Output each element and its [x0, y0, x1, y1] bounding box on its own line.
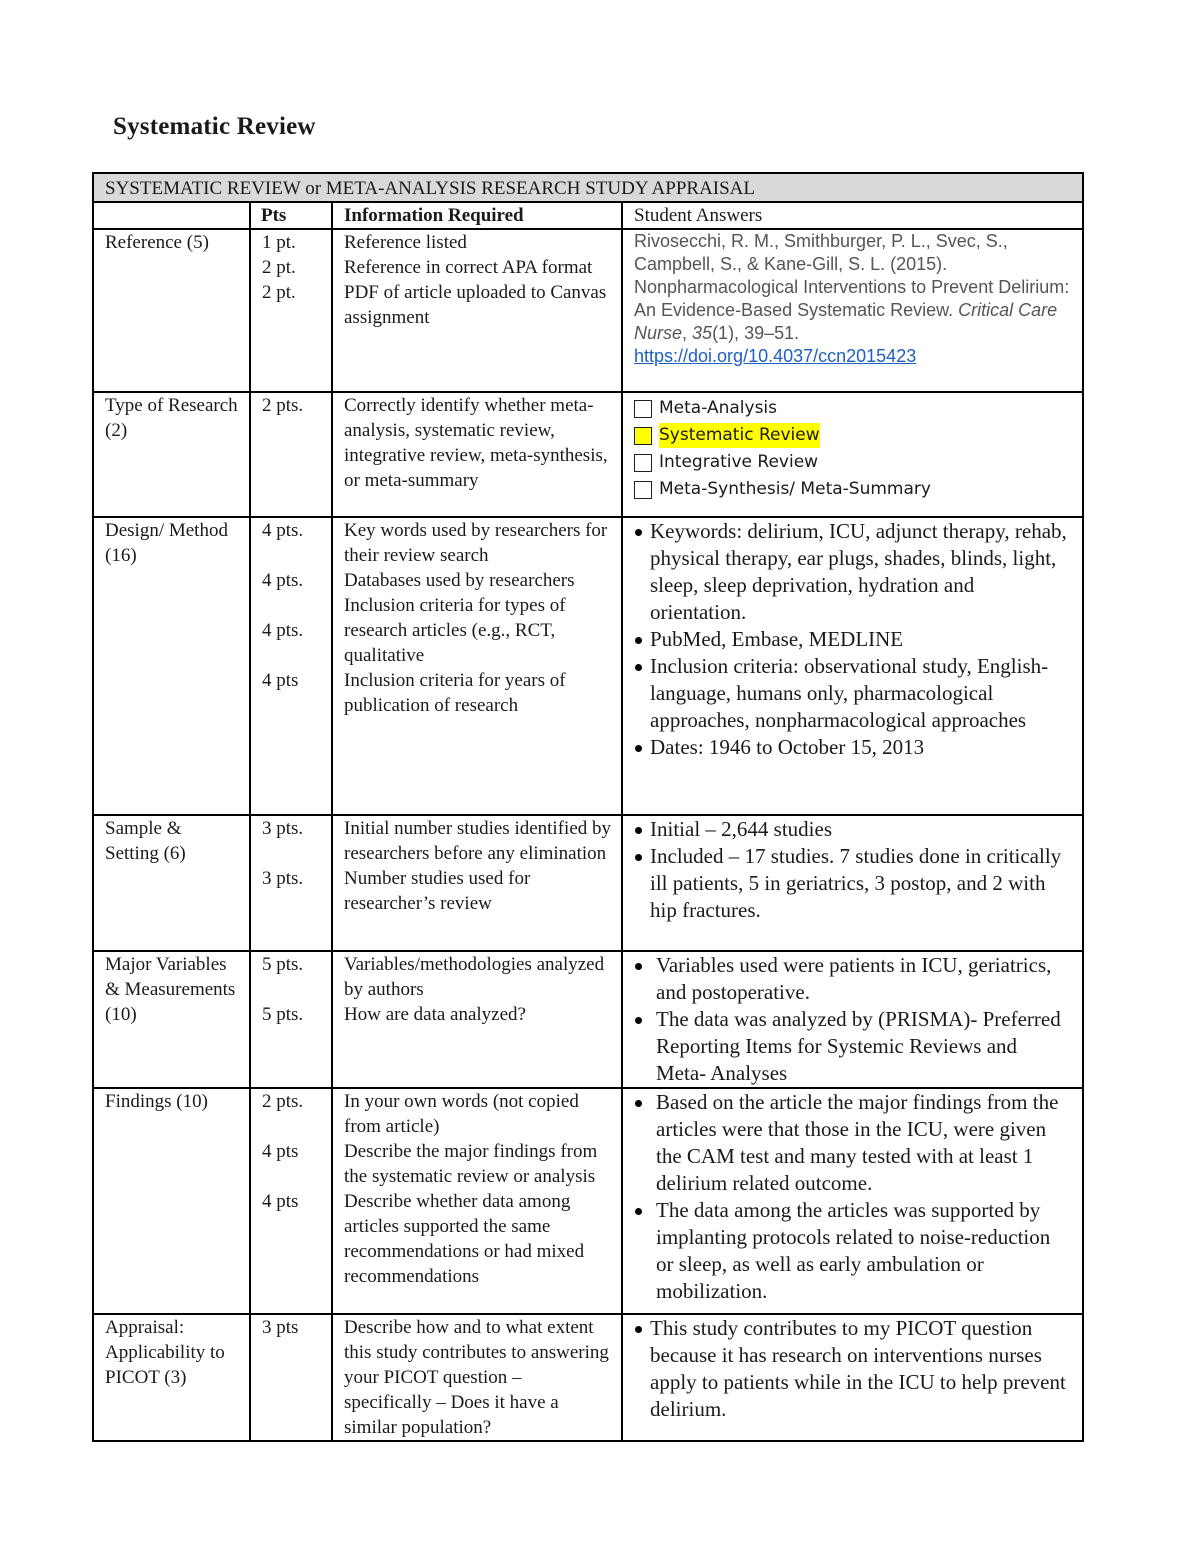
row-category: Type of Research (2) — [93, 392, 250, 517]
row-pts — [250, 815, 332, 951]
citation-journal: Critical Care Nurse — [634, 300, 1058, 343]
info-item: Reference in correct APA format — [344, 257, 593, 278]
row-answer — [622, 951, 1083, 1088]
row-info — [332, 229, 622, 392]
row-answer — [622, 1088, 1083, 1314]
info-item: Inclusion criteria for types of research articles (e.g., RCT, qualitative — [344, 595, 566, 666]
table-banner-row — [93, 173, 1083, 202]
answer-bullet: This study contributes to my PICOT question because it has research on interventions nurses apply to patients while in the ICU to help prevent delirium. — [634, 1315, 1072, 1423]
answer-bullet: Variables used were patients in ICU, geriatrics, and postoperative. — [634, 952, 1072, 1006]
info-item: Initial number studies identified by researchers before any elimination — [344, 818, 612, 864]
pts-item: 5 pts. — [262, 1004, 304, 1025]
citation-sep: , — [682, 323, 693, 343]
info-item: Number studies used for researcher’s review — [344, 868, 531, 914]
row-category: Design/ Method (16) — [93, 517, 250, 815]
answer-bullet: Inclusion criteria: observational study, English-language, humans only, pharmacological approaches, nonpharmacological approaches — [634, 653, 1072, 734]
row-pts: 3 pts — [250, 1314, 332, 1441]
answer-bullet: PubMed, Embase, MEDLINE — [634, 626, 1072, 653]
answer-bullet: The data was analyzed by (PRISMA)- Preferred Reporting Items for Systemic Reviews and Meta- Analyses — [634, 1006, 1072, 1087]
table-header-row — [93, 202, 1083, 229]
citation-text: Rivosecchi, R. M., Smithburger, P. L., Svec, S., Campbell, S., & Kane-Gill, S. L. (2015). Nonpharmacological Interventions to Prevent Delirium: An Evidence-Based Systematic Review. — [634, 231, 1070, 320]
pts-item: 3 pts. — [262, 868, 304, 889]
page-title: Systematic Review — [113, 113, 316, 140]
option-meta-analysis[interactable] — [634, 395, 1072, 422]
row-pts — [250, 1088, 332, 1314]
pts-item: 3 pts. — [262, 818, 304, 839]
info-item: In your own words (not copied from article) — [344, 1091, 579, 1137]
doi-link[interactable]: https://doi.org/10.4037/ccn2015423 — [634, 346, 917, 366]
pts-item: 4 pts — [262, 1141, 299, 1162]
pts-item: 2 pt. — [262, 282, 296, 303]
pts-item: 2 pts. — [262, 1091, 304, 1112]
table-banner: SYSTEMATIC REVIEW or META-ANALYSIS RESEARCH STUDY APPRAISAL — [93, 173, 1083, 202]
pts-item: 4 pts. — [262, 570, 304, 591]
info-item: Key words used by researchers for their review search — [344, 520, 608, 566]
row-answer — [622, 517, 1083, 815]
answer-bullet: Included – 17 studies. 7 studies done in critically ill patients, 5 in geriatrics, 3 postop, and 2 with hip fractures. — [634, 843, 1072, 924]
row-category: Findings (10) — [93, 1088, 250, 1314]
reference-citation — [634, 230, 1072, 368]
answer-bullet: The data among the articles was supported by implanting protocols related to noise-reduction or sleep, as well as early ambulation or mobilization. — [634, 1197, 1072, 1305]
info-item: Inclusion criteria for years of publication of research — [344, 670, 566, 716]
table-row — [93, 517, 1083, 815]
checkbox-icon[interactable] — [634, 481, 652, 499]
row-pts — [250, 951, 332, 1088]
table-row — [93, 815, 1083, 951]
table-row — [93, 1314, 1083, 1441]
pts-item: 1 pt. — [262, 232, 296, 253]
checkbox-icon[interactable] — [634, 427, 652, 445]
row-info — [332, 517, 622, 815]
pts-item: 4 pts — [262, 670, 299, 691]
info-item: Databases used by researchers — [344, 570, 575, 591]
row-info — [332, 1088, 622, 1314]
option-label: Integrative Review — [659, 452, 819, 472]
info-item: PDF of article uploaded to Canvas assignment — [344, 282, 607, 328]
header-pts: Pts — [250, 202, 332, 229]
table-row — [93, 392, 1083, 517]
row-answer — [622, 1314, 1083, 1441]
table-row — [93, 229, 1083, 392]
row-answer — [622, 229, 1083, 392]
pts-item: 4 pts. — [262, 520, 304, 541]
header-info: Information Required — [332, 202, 622, 229]
row-pts — [250, 229, 332, 392]
citation-pages: (1), 39–51. — [712, 323, 800, 343]
appraisal-table — [92, 172, 1084, 1442]
table-row — [93, 1088, 1083, 1314]
checkbox-icon[interactable] — [634, 400, 652, 418]
answer-bullet: Dates: 1946 to October 15, 2013 — [634, 734, 1072, 761]
info-item: How are data analyzed? — [344, 1004, 526, 1025]
row-info: Describe how and to what extent this study contributes to answering your PICOT question – specifically – Does it have a similar population? — [332, 1314, 622, 1441]
option-label-selected: Systematic Review — [659, 423, 820, 448]
header-category — [93, 202, 250, 229]
row-category: Sample & Setting (6) — [93, 815, 250, 951]
row-category: Major Variables & Measurements (10) — [93, 951, 250, 1088]
info-item: Variables/methodologies analyzed by authors — [344, 954, 605, 1000]
table-row — [93, 951, 1083, 1088]
row-answer — [622, 815, 1083, 951]
pts-item: 4 pts — [262, 1191, 299, 1212]
option-systematic-review[interactable] — [634, 422, 1072, 449]
pts-item: 4 pts. — [262, 620, 304, 641]
row-pts: 2 pts. — [250, 392, 332, 517]
answer-bullet: Keywords: delirium, ICU, adjunct therapy, rehab, physical therapy, ear plugs, shades, blinds, light, sleep, sleep deprivation, hydration and orientation. — [634, 518, 1072, 626]
citation-volume: 35 — [692, 323, 713, 343]
row-info — [332, 815, 622, 951]
row-info — [332, 951, 622, 1088]
row-info: Correctly identify whether meta-analysis, systematic review, integrative review, meta-synthesis, or meta-summary — [332, 392, 622, 517]
row-category: Appraisal: Applicability to PICOT (3) — [93, 1314, 250, 1441]
option-meta-synthesis[interactable] — [634, 476, 1072, 503]
option-label: Meta-Analysis — [659, 398, 778, 418]
pts-item: 5 pts. — [262, 954, 304, 975]
answer-bullet: Initial – 2,644 studies — [634, 816, 1072, 843]
option-integrative-review[interactable] — [634, 449, 1072, 476]
info-item: Describe the major findings from the systematic review or analysis — [344, 1141, 598, 1187]
info-item: Reference listed — [344, 232, 467, 253]
row-pts — [250, 517, 332, 815]
row-answer — [622, 392, 1083, 517]
row-category: Reference (5) — [93, 229, 250, 392]
info-item: Describe whether data among articles supported the same recommendations or had mixed recommendations — [344, 1191, 585, 1287]
option-label: Meta-Synthesis/ Meta-Summary — [659, 479, 931, 499]
header-answers: Student Answers — [622, 202, 1083, 229]
checkbox-icon[interactable] — [634, 454, 652, 472]
answer-bullet: Based on the article the major findings from the articles were that those in the ICU, were given the CAM test and many tested with at least 1 delirium related outcome. — [634, 1089, 1072, 1197]
pts-item: 2 pt. — [262, 257, 296, 278]
